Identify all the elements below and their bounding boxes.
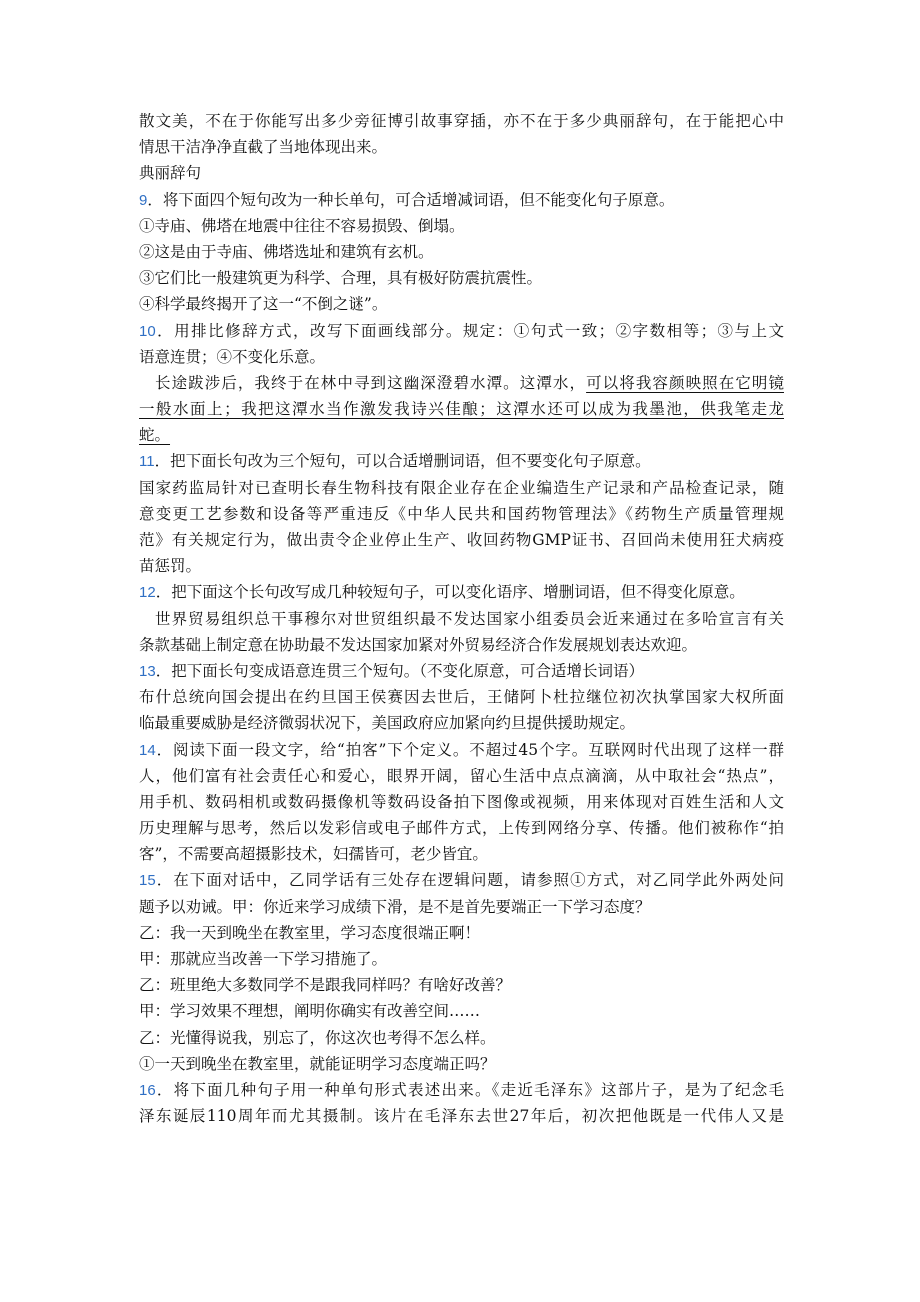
line-text: 苗惩罚。: [139, 557, 202, 576]
line-text: 乙：我一天到晚坐在教室里，学习态度很端正啊！: [139, 923, 481, 942]
text-line: [139, 815, 784, 841]
text-line: [139, 239, 784, 265]
line-text: ．在下面对话中，乙同学话有三处存在逻辑问题，请参照①方式，对乙同学此外两处问: [155, 871, 784, 890]
line-text: 意变更工艺参数和设备等严重违反《中华人民共和国药物管理法》《药物生产质量管理规: [139, 504, 784, 523]
line-text: 典丽辞句: [139, 164, 202, 183]
question-number: 16: [139, 1081, 156, 1099]
question-number: 13: [139, 662, 156, 680]
question-line-15: [139, 867, 784, 893]
line-text: ．将下面几种句子用一种单句形式表述出来。《走近毛泽东》这部片子，是为了纪念毛: [155, 1080, 784, 1099]
line-text: 长途跋涉后，我终于在林中寻到这幽深澄碧水潭。这潭水，: [155, 373, 587, 392]
question-line-11: [139, 448, 784, 474]
text-line: [139, 344, 784, 370]
text-line: [139, 763, 784, 789]
question-line-14: [139, 737, 784, 763]
question-number: 15: [139, 872, 156, 890]
text-line: [139, 265, 784, 291]
question-line-9: [139, 187, 784, 213]
text-line: [139, 160, 784, 186]
line-text: 甲：那就应当改善一下学习措施了。: [139, 950, 388, 968]
line-text: ①寺庙、佛塔在地震中往往不容易损毁、倒塌。: [139, 216, 465, 235]
text-line: [139, 606, 784, 632]
line-text: 散文美，不在于你能写出多少旁征博引故事穿插，亦不在于多少典丽辞句，在于能把心中: [139, 112, 784, 130]
question-number: 11: [139, 453, 155, 471]
question-line-16: [139, 1077, 784, 1103]
text-line: [139, 710, 784, 736]
line-text: 乙：光懂得说我，别忘了，你这次也考得不怎么样。: [139, 1028, 496, 1047]
line-text: 布什总统向国会提出在约旦国王侯赛因去世后，王储阿卜杜拉继位初次执掌国家大权所面: [139, 688, 784, 707]
line-text: 乙：班里绝大多数同学不是跟我同样吗？有啥好改善？: [139, 976, 512, 995]
text-line: [139, 972, 784, 998]
text-line: [139, 475, 784, 501]
text-line: [139, 841, 784, 867]
text-line: [139, 553, 784, 579]
line-text: ．把下面这个长句改写成几种较短句子，可以变化语序、增删词语，但不得变化原意。: [155, 583, 745, 602]
line-text: 条款基础上制定意在协助最不发达国家加紧对外贸易经济合作发展规划表达欢迎。: [139, 635, 698, 654]
line-text: ．把下面长句改为三个短句，可以合适增删词语，但不要变化句子原意。: [154, 452, 651, 471]
line-text: ④科学最终揭开了这一“不倒之谜”。: [139, 295, 388, 314]
text-line: [139, 998, 784, 1024]
text-line: [139, 134, 784, 160]
question-number: 12: [139, 584, 156, 602]
line-text: 范》有关规定行为，做出责令企业停止生产、收回药物GMP证书、召回尚未使用狂犬病疫: [139, 531, 784, 549]
text-line: [139, 1103, 784, 1129]
underlined-text: 蛇。: [139, 426, 171, 445]
text-line: [139, 789, 784, 815]
text-line: [139, 946, 784, 972]
line-text: 用手机、数码相机或数码摄像机等数码设备拍下图像或视频，用来体现对百姓生活和人文: [139, 792, 784, 811]
text-line: [139, 213, 784, 239]
line-text: 泽东诞辰110周年而尤其摄制。该片在毛泽东去世27年后，初次把他既是一代伟人又是: [139, 1107, 784, 1126]
text-line: [139, 684, 784, 710]
line-text: 语意连贯；④不变化乐意。: [139, 347, 326, 366]
text-line: [139, 422, 784, 448]
text-line: [139, 370, 784, 396]
line-text: 题予以劝诫。甲：你近来学习成绩下滑，是不是首先要端正一下学习态度？: [139, 897, 651, 916]
line-text: 历史理解与思考，然后以发彩信或电子邮件方式，上传到网络分享、传播。他们被称作“拍: [139, 819, 784, 838]
line-text: 客”，不需要高超摄影技术，妇孺皆可，老少皆宜。: [139, 845, 488, 864]
text-line: [139, 1025, 784, 1051]
text-line: [139, 501, 784, 527]
line-text: ②这是由于寺庙、佛塔选址和建筑有玄机。: [139, 242, 434, 261]
question-line-12: [139, 579, 784, 605]
underlined-text: 一般水面上；我把这潭水当作激发我诗兴佳酿；这潭水还可以成为我墨池，供我笔走龙: [139, 400, 784, 419]
question-number: 9: [139, 191, 148, 209]
document-body: [139, 108, 784, 1129]
text-line: [139, 291, 784, 317]
text-line: [139, 632, 784, 658]
line-text: 临最重要威胁是经济微弱状况下，美国政府应加紧向约旦提供援助规定。: [139, 714, 636, 733]
line-text: 情思干洁净净直截了当地体现出来。: [139, 138, 388, 157]
line-text: ．用排比修辞方式，改写下面画线部分。规定：①句式一致；②字数相等；③与上文: [155, 321, 784, 340]
text-line: [139, 1051, 784, 1077]
line-text: ．阅读下面一段文字，给“拍客”下个定义。不超过45个字。互联网时代出现了这样一群: [155, 740, 784, 759]
question-line-10: [139, 318, 784, 344]
line-text: ．将下面四个短句改为一种长单句，可合适增减词语，但不能变化句子原意。: [147, 190, 675, 209]
question-line-13: [139, 658, 784, 684]
text-line: [139, 527, 784, 553]
line-text: 国家药监局针对已查明长春生物科技有限企业存在企业编造生产记录和产品检查记录，随: [139, 478, 784, 497]
question-number: 14: [139, 741, 156, 759]
text-line: [139, 396, 784, 422]
line-text: ①一天到晚坐在教室里，就能证明学习态度端正吗？: [139, 1054, 496, 1073]
line-text: 人，他们富有社会责任心和爱心，眼界开阔，留心生活中点点滴滴，从中取社会“热点”，: [139, 766, 784, 785]
text-line: [139, 894, 784, 920]
line-text: 甲：学习效果不理想，阐明你确实有改善空间……: [139, 1002, 481, 1021]
question-number: 10: [139, 322, 156, 340]
line-text: ．把下面长句变成语意连贯三个短句。（不变化原意，可合适增长词语）: [155, 661, 644, 680]
text-line: [139, 920, 784, 946]
text-line: [139, 108, 784, 134]
underlined-text: 可以将我容颜映照在它明镜: [586, 373, 784, 392]
line-text: 世界贸易组织总干事穆尔对世贸组织最不发达国家小组委员会近来通过在多哈宣言有关: [155, 609, 784, 628]
line-text: ③它们比一般建筑更为科学、合理，具有极好防震抗震性。: [139, 269, 543, 288]
